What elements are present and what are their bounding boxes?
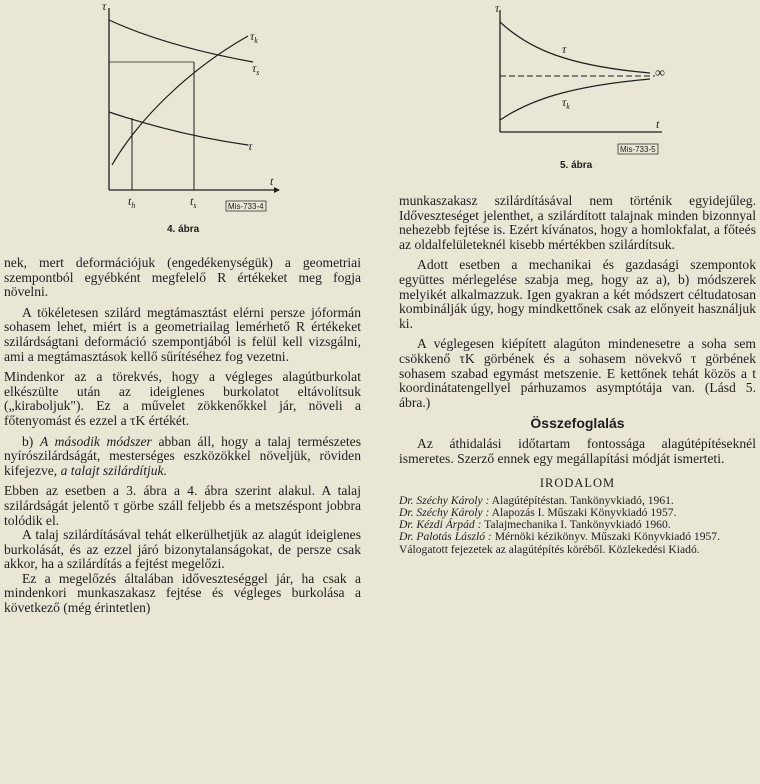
paragraph: b) A második módszer abban áll, hogy a talaj természetes nyírószilárdságát, mesterséges eszközökkel növeljük, röviden kifejezve, a talajt szilárdítjuk. bbox=[4, 433, 361, 478]
x-axis-label: t bbox=[270, 174, 274, 188]
curve-tau-s bbox=[109, 20, 253, 62]
upper-curve-label: τ bbox=[562, 42, 567, 56]
summary-text: Az áthidalási időtartam fontossága alagútépítéseknél ismeretes. Szerző ennek egy megállapítási módját ismerteti. bbox=[399, 435, 756, 466]
curve-label-tau-k: $\tau_k$ bbox=[250, 29, 258, 45]
reference-item: Válogatott fejezetek az alagútépítés köréből. Közlekedési Kiadó. bbox=[399, 542, 700, 556]
reference-list bbox=[399, 495, 756, 556]
tick-label-ts: $t_s$ bbox=[190, 194, 197, 210]
right-column bbox=[399, 194, 756, 556]
references-heading: IRODALOM bbox=[539, 476, 616, 491]
paragraph: nek, mert deformációjuk (engedékenységük) a geometriai szempontból egyébként megfelelő R értékeket meg fogja növelni. bbox=[4, 255, 361, 300]
x-axis-label: t bbox=[656, 117, 660, 131]
figure-4-caption: 4. ábra bbox=[167, 224, 200, 235]
reference-item: Dr. Palotás László : Mérnöki kézikönyv. Műszaki Könyvkiadó 1957. bbox=[399, 530, 720, 544]
paragraph: Ebben az esetben a 3. ábra a 4. ábra szerint alakul. A talaj szilárdságát jelentő τ görbe száll feljebb és a metszéspont jobbra tolódik el. bbox=[4, 483, 361, 528]
reference-item: Dr. Széchy Károly : Alagútépítéstan. Tankönyvkiadó, 1961. bbox=[399, 493, 674, 507]
curve-tau bbox=[109, 112, 248, 145]
curve-label-tau: τ bbox=[248, 139, 253, 153]
reference-item: Dr. Kézdi Árpád : Talajmechanika I. Tankönyvkiadó 1960. bbox=[399, 518, 671, 532]
y-axis-label: τ bbox=[495, 1, 500, 15]
y-axis-label: τ bbox=[102, 0, 107, 13]
upper-curve bbox=[500, 22, 650, 73]
lower-curve-label: $\tau_k$ bbox=[562, 95, 570, 111]
figure-5-caption: 5. ábra bbox=[560, 160, 593, 171]
paragraph: Ez a megelőzés általában időveszteséggel jár, ha csak a mindenkori munkaszakasz fejtése és végleges burkolása a következő (még érintetlen) bbox=[4, 570, 361, 616]
stamp-text: Mis-733-4 bbox=[228, 202, 264, 211]
summary-heading: Összefoglalás bbox=[530, 415, 625, 432]
tick-label-th: $t_h$ bbox=[128, 194, 136, 210]
paragraph: A véglegesen kiépített alagúton mindenesetre a soha sem csökkenő τK görbének és a sohasem növekvő τ görbének sohasem szabad egymást metszenie. E kettőnek tehát közös a t koordinátatengellyel párhuzamos asymptótája van. (Lásd 5. ábra.) bbox=[399, 336, 756, 410]
paragraph: Mindenkor az a törekvés, hogy a végleges alagútburkolat elkészülte után az ideiglenes burkolatot eltávolítsuk („kiraboljuk"). Ez a művelet zökkenőkkel jár, növeli a főtenyomást és ezzel a τK értékét. bbox=[4, 369, 361, 428]
paragraph: A talaj szilárdításával tehát elkerülhetjük az alagút ideiglenes burkolását, és az ezzel járó bizonytalanságokat, de persze csak akkor, ha a szilárdítás a fejtést megelőzi. bbox=[4, 527, 361, 572]
infinity-label: ∞ bbox=[655, 66, 665, 81]
figure-5-chart bbox=[490, 0, 680, 160]
figure-4-chart bbox=[88, 0, 298, 215]
reference-item: Dr. Széchy Károly : Alapozás I. Műszaki Könyvkiadó 1957. bbox=[399, 505, 677, 519]
stamp-text: Mis-733-5 bbox=[620, 145, 656, 154]
curve-label-tau-s: $\tau_s$ bbox=[252, 61, 260, 77]
lower-curve bbox=[500, 79, 650, 120]
paragraph: A tökéletesen szilárd megtámasztást elérni persze jóformán sohasem lehet, miért is a geometriailag lemérhető R értékeket szilárdságtani deformáció szempontjából is felül kell vizsgálni, ami a megtámasztások kellő sűrítéséhez fog vezetni. bbox=[4, 304, 361, 364]
left-column bbox=[4, 256, 361, 616]
paragraph: munkaszakasz szilárdításával nem történik egyidejűleg. Időveszteséget jelenthet, a szilárdított talajnak minden bizonnyal nehezebb fejtése is. Ezért kívánatos, hogy a homlokfalat, a főteés az oldalfelületeknél kisebb mértékben szilárdítsuk. bbox=[399, 193, 756, 252]
paragraph: Adott esetben a mechanikai és gazdasági szempontok együttes mérlegelése szabja meg, hogy az a), b) módszerek melyikét alkalmazzuk. Igen gyakran a két módszert céltudatosan kombinálják úgy, hogy mindkettőnek csak az előnyeit használjuk ki. bbox=[399, 257, 756, 331]
